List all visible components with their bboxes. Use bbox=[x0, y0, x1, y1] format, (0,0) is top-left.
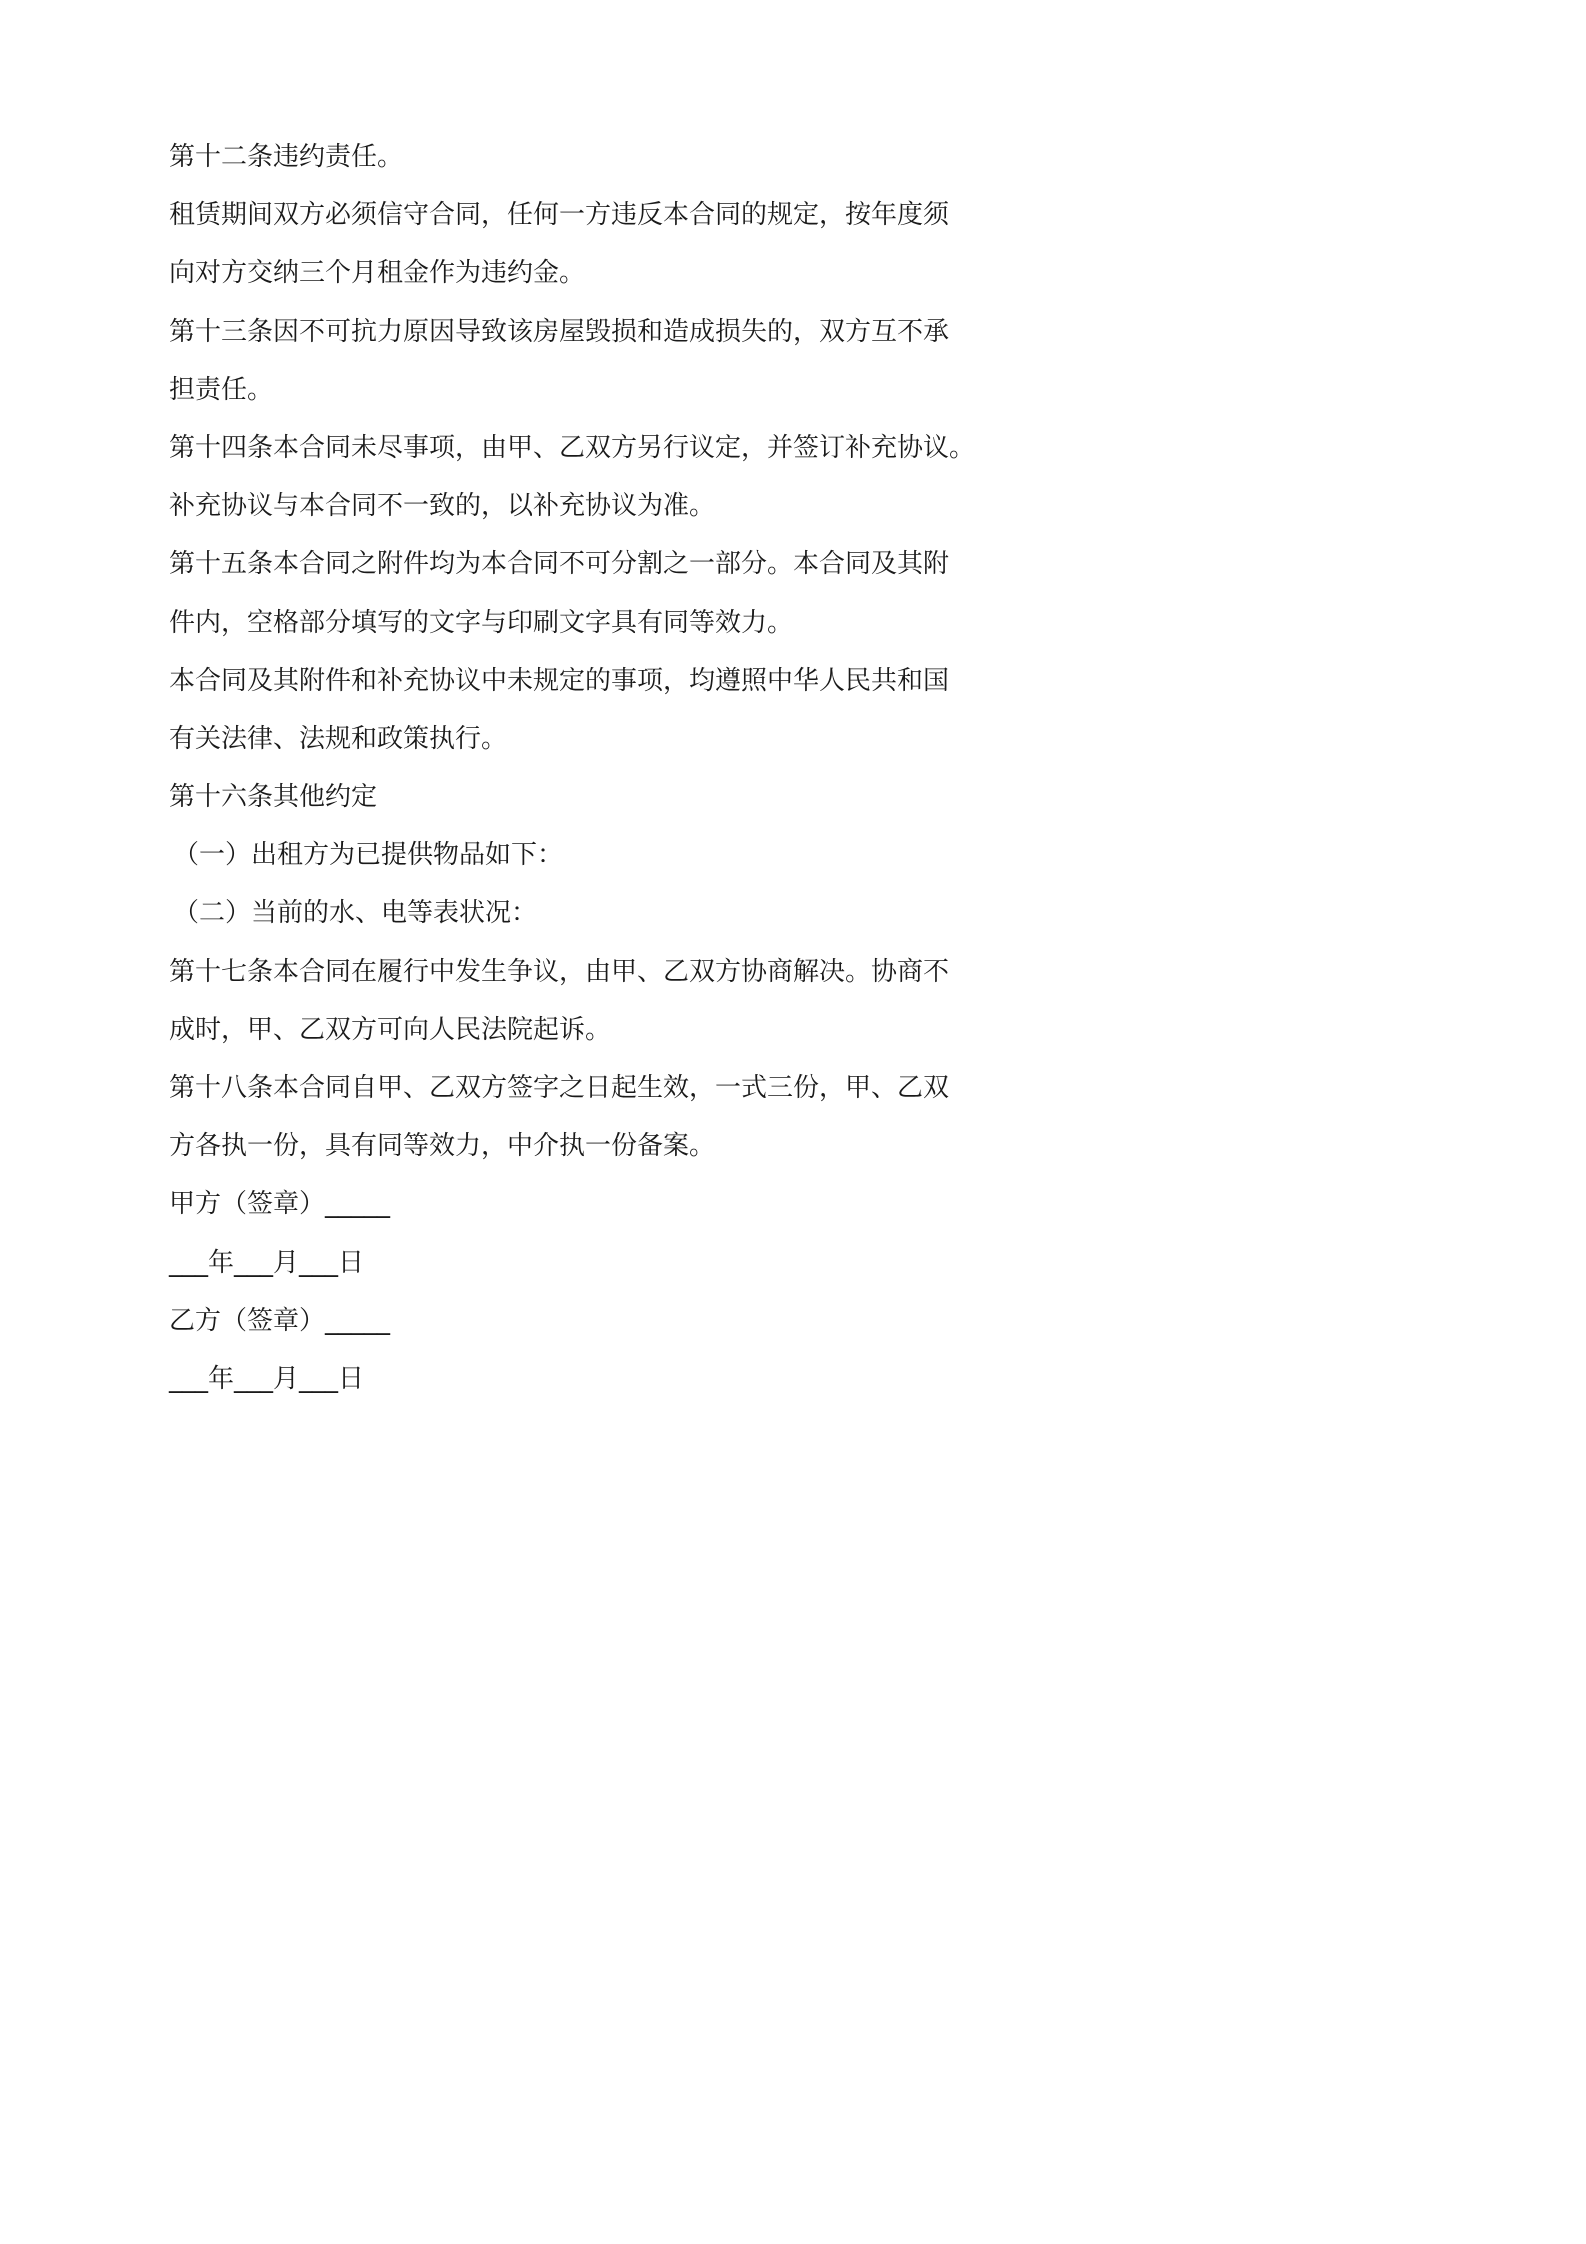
document-page bbox=[0, 0, 1103, 1560]
clause-12-title: 第十二条违约责任。 bbox=[169, 142, 404, 172]
clause-16-title: 第十六条其他约定 bbox=[169, 782, 378, 813]
clause-15-line-1: 第十五条本合同之附件均为本合同不可分割之一部分。本合同及其附 bbox=[169, 549, 950, 580]
party-b-signature: 乙方（签章）_____ bbox=[169, 1305, 391, 1336]
clause-17-line-2: 成时，甲、乙双方可向人民法院起诉。 bbox=[169, 1014, 612, 1045]
document-body bbox=[169, 128, 976, 1408]
clause-17-line-1: 第十七条本合同在履行中发生争议，由甲、乙双方协商解决。协商不 bbox=[169, 956, 950, 987]
clause-16-item-2: （二）当前的水、电等表状况： bbox=[173, 898, 538, 929]
clause-13-line-2: 担责任。 bbox=[169, 374, 274, 405]
party-b-date: ___年___月___日 bbox=[169, 1363, 365, 1394]
clause-15-line-4: 有关法律、法规和政策执行。 bbox=[169, 723, 508, 754]
clause-18-line-1: 第十八条本合同自甲、乙双方签字之日起生效，一式三份，甲、乙双 bbox=[169, 1073, 950, 1103]
party-a-date: ___年___月___日 bbox=[169, 1247, 365, 1278]
clause-14-line-1: 第十四条本合同未尽事项，由甲、乙双方另行议定，并签订补充协议。 bbox=[169, 432, 976, 463]
clause-18-line-2: 方各执一份，具有同等效力，中介执一份备案。 bbox=[169, 1131, 716, 1162]
clause-12-text-line-1: 租赁期间双方必须信守合同，任何一方违反本合同的规定，按年度须 bbox=[169, 200, 950, 231]
clause-16-item-1: （一）出租方为已提供物品如下： bbox=[173, 840, 564, 871]
clause-15-line-3: 本合同及其附件和补充协议中未规定的事项，均遵照中华人民共和国 bbox=[169, 665, 950, 696]
clause-15-line-2: 件内，空格部分填写的文字与印刷文字具有同等效力。 bbox=[169, 607, 794, 638]
clause-14-line-2: 补充协议与本合同不一致的，以补充协议为准。 bbox=[169, 491, 716, 522]
clause-12-text-line-2: 向对方交纳三个月租金作为违约金。 bbox=[169, 258, 586, 289]
clause-13-line-1: 第十三条因不可抗力原因导致该房屋毁损和造成损失的，双方互不承 bbox=[169, 316, 950, 347]
party-a-signature: 甲方（签章）_____ bbox=[169, 1189, 391, 1220]
